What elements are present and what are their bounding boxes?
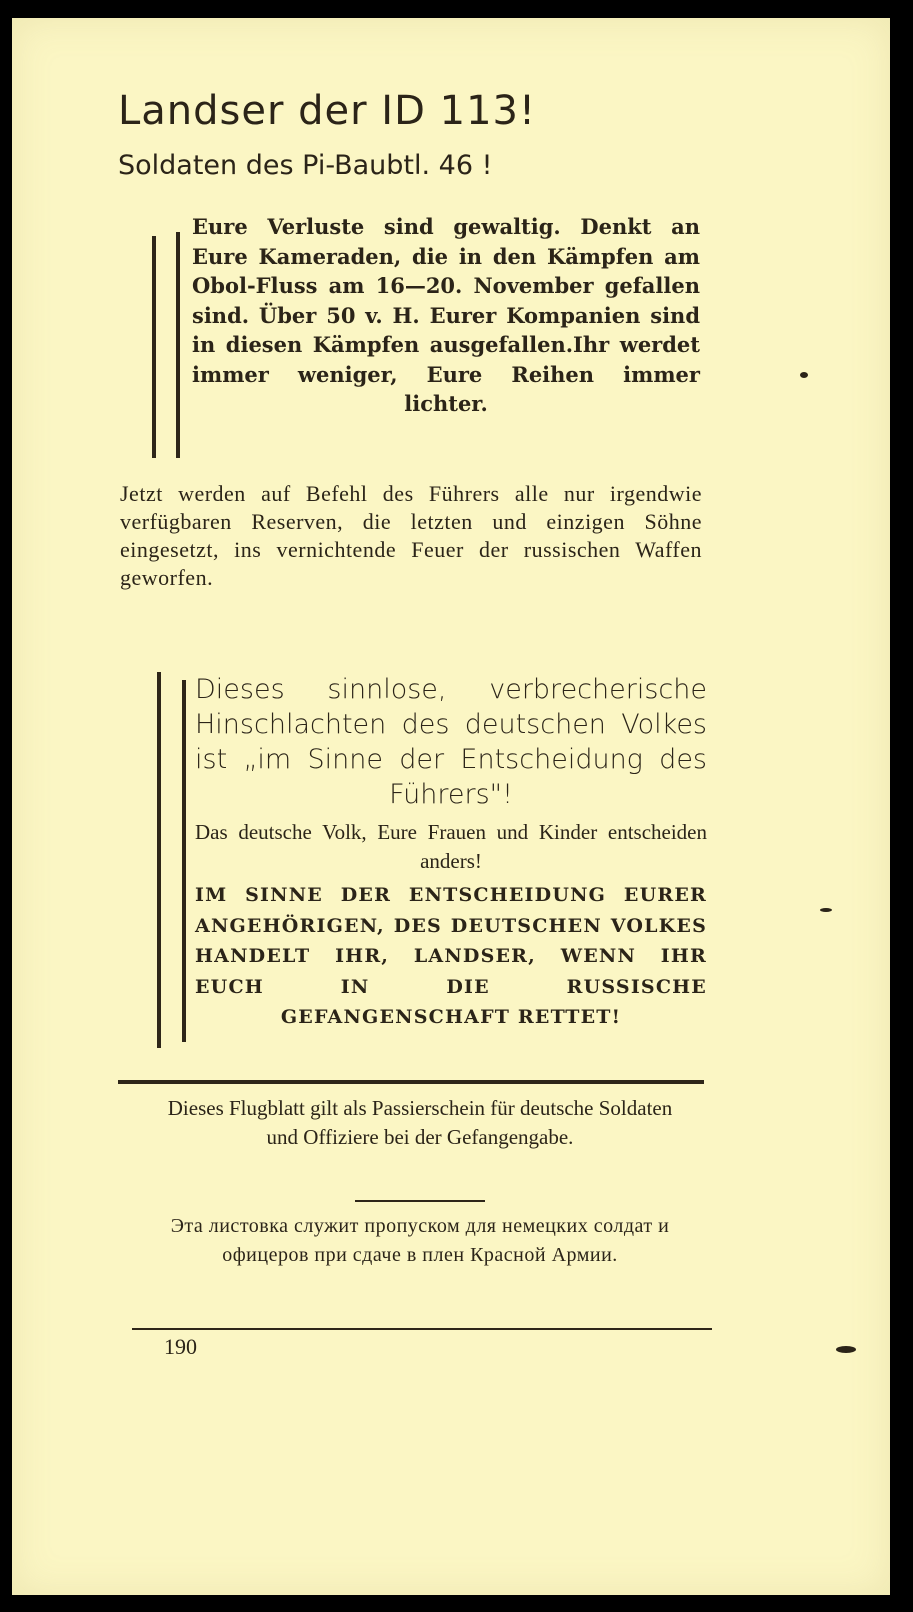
leaflet-number: 190 <box>164 1334 197 1359</box>
block3-rule-inner <box>182 680 186 1042</box>
block3-rule-outer <box>157 672 161 1048</box>
appeal-sans-text: Dieses sinnlose, verbrecherische Hinschlachten des deutschen Volkes ist „im Sinne der Entscheidung des Führers"! <box>195 674 707 810</box>
appeal-block <box>195 672 707 1033</box>
ink-speck <box>800 372 808 378</box>
block1-rule-outer <box>152 236 156 458</box>
losses-paragraph <box>192 212 700 419</box>
ink-speck <box>820 908 832 912</box>
leaflet-title: Landser der ID 113! <box>118 88 537 134</box>
pass-text-russian: Эта листовка служит пропуском для немецких солдат и офицеров при сдаче в плен Красной Армии. <box>170 1215 670 1266</box>
divider-short <box>355 1200 485 1202</box>
block1-rule-inner <box>176 232 180 458</box>
ink-speck <box>836 1346 856 1353</box>
divider-thick <box>118 1080 704 1084</box>
leaflet-subtitle: Soldaten des Pi-Baubtl. 46 ! <box>118 150 493 181</box>
losses-text: Eure Verluste sind gewaltig. Denkt an Eure Kameraden, die in den Kämpfen am Obol-Fluss am 16—20. November gefallen sind. Über 50 v. H. Eurer Kompanien sind in diesen Kämpfen ausgefallen.Ihr werdet immer weniger, Eure Reihen immer lichter. <box>192 214 700 416</box>
reserves-paragraph <box>120 480 702 592</box>
appeal-caps-text: IM SINNE DER ENTSCHEIDUNG EURER ANGEHÖRIGEN, DES DEUTSCHEN VOLKES HANDELT IHR, LANDSER, WENN IHR EUCH IN DIE RUSSISCHE GEFANGENSCHAFT RETTET! <box>195 884 707 1028</box>
divider-bottom <box>132 1328 712 1330</box>
appeal-serif-text: Das deutsche Volk, Eure Frauen und Kinder entscheiden anders! <box>195 820 707 873</box>
pass-text-german: Dieses Flugblatt gilt als Passierschein für deutsche Soldaten und Offiziere bei der Gefangengabe. <box>167 1096 673 1149</box>
reserves-text: Jetzt werden auf Befehl des Führers alle nur irgendwie verfügbaren Reserven, die letzten und einzigen Söhne eingesetzt, ins vernichtende Feuer der russischen Waffen geworfen. <box>120 481 702 590</box>
